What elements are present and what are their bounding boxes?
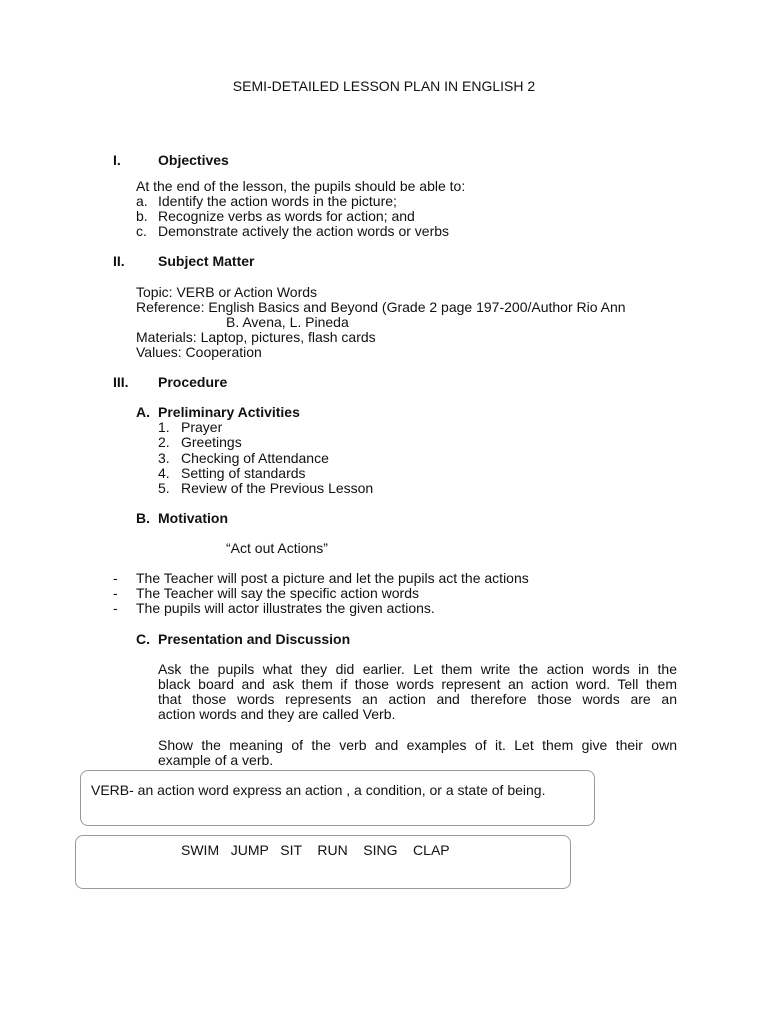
reference-line-continued: B. Avena, L. Pineda xyxy=(226,314,349,330)
activity-item: Review of the Previous Lesson xyxy=(181,480,374,496)
reference-line: Reference: English Basics and Beyond (Grade 2 page 197-200/Author Rio Ann xyxy=(136,299,626,315)
topic-line: Topic: VERB or Action Words xyxy=(136,284,318,300)
list-marker: 5. xyxy=(158,480,170,496)
objective-item: Identify the action words in the picture; xyxy=(158,193,397,209)
verb-examples-box xyxy=(75,835,571,889)
list-marker: b. xyxy=(136,208,148,224)
activity-item: Greetings xyxy=(181,434,242,450)
subsection-marker: C. xyxy=(136,631,150,647)
motivation-activity-title: “Act out Actions” xyxy=(226,540,328,556)
paragraph-line: that those words represents an action and therefore those words are an xyxy=(158,691,677,707)
verb-definition-text: VERB- an action word express an action , a condition, or a state of being. xyxy=(91,782,546,798)
motivation-bullet: The Teacher will post a picture and let the pupils act the actions xyxy=(136,570,529,586)
subsection-heading-presentation: Presentation and Discussion xyxy=(158,631,351,647)
section-numeral: I. xyxy=(113,152,121,168)
activity-item: Checking of Attendance xyxy=(181,450,329,466)
section-heading-subject-matter: Subject Matter xyxy=(158,253,255,269)
verb-examples-text: SWIM JUMP SIT RUN SING CLAP xyxy=(181,842,450,858)
list-marker: 4. xyxy=(158,465,170,481)
subsection-marker: B. xyxy=(136,510,150,526)
subsection-heading-preliminary: Preliminary Activities xyxy=(158,404,300,420)
bullet-dash: - xyxy=(113,585,118,601)
section-numeral: III. xyxy=(113,374,129,390)
paragraph-line: example of a verb. xyxy=(158,752,274,768)
bullet-dash: - xyxy=(113,600,118,616)
activity-item: Prayer xyxy=(181,419,223,435)
page-title: SEMI-DETAILED LESSON PLAN IN ENGLISH 2 xyxy=(232,78,536,94)
list-marker: 3. xyxy=(158,450,170,466)
subsection-heading-motivation: Motivation xyxy=(158,510,228,526)
values-line: Values: Cooperation xyxy=(136,344,262,360)
bullet-dash: - xyxy=(113,570,118,586)
activity-item: Setting of standards xyxy=(181,465,306,481)
subsection-marker: A. xyxy=(136,404,150,420)
objective-item: Demonstrate actively the action words or verbs xyxy=(158,223,450,239)
list-marker: c. xyxy=(136,223,147,239)
section-heading-objectives: Objectives xyxy=(158,152,229,168)
list-marker: 1. xyxy=(158,419,170,435)
objective-item: Recognize verbs as words for action; and xyxy=(158,208,415,224)
motivation-bullet: The pupils will actor illustrates the given actions. xyxy=(136,600,435,616)
paragraph-line: black board and ask them if those words represent an action word. Tell them xyxy=(158,676,677,692)
objectives-intro: At the end of the lesson, the pupils should be able to: xyxy=(136,178,466,194)
paragraph-line: Ask the pupils what they did earlier. Let them write the action words in the xyxy=(158,661,677,677)
list-marker: a. xyxy=(136,193,148,209)
paragraph-line: action words and they are called Verb. xyxy=(158,706,396,722)
paragraph-line: Show the meaning of the verb and examples of it. Let them give their own xyxy=(158,737,677,753)
section-numeral: II. xyxy=(113,253,125,269)
list-marker: 2. xyxy=(158,434,170,450)
section-heading-procedure: Procedure xyxy=(158,374,228,390)
verb-definition-box xyxy=(80,770,595,826)
motivation-bullet: The Teacher will say the specific action words xyxy=(136,585,419,601)
materials-line: Materials: Laptop, pictures, flash cards xyxy=(136,329,376,345)
